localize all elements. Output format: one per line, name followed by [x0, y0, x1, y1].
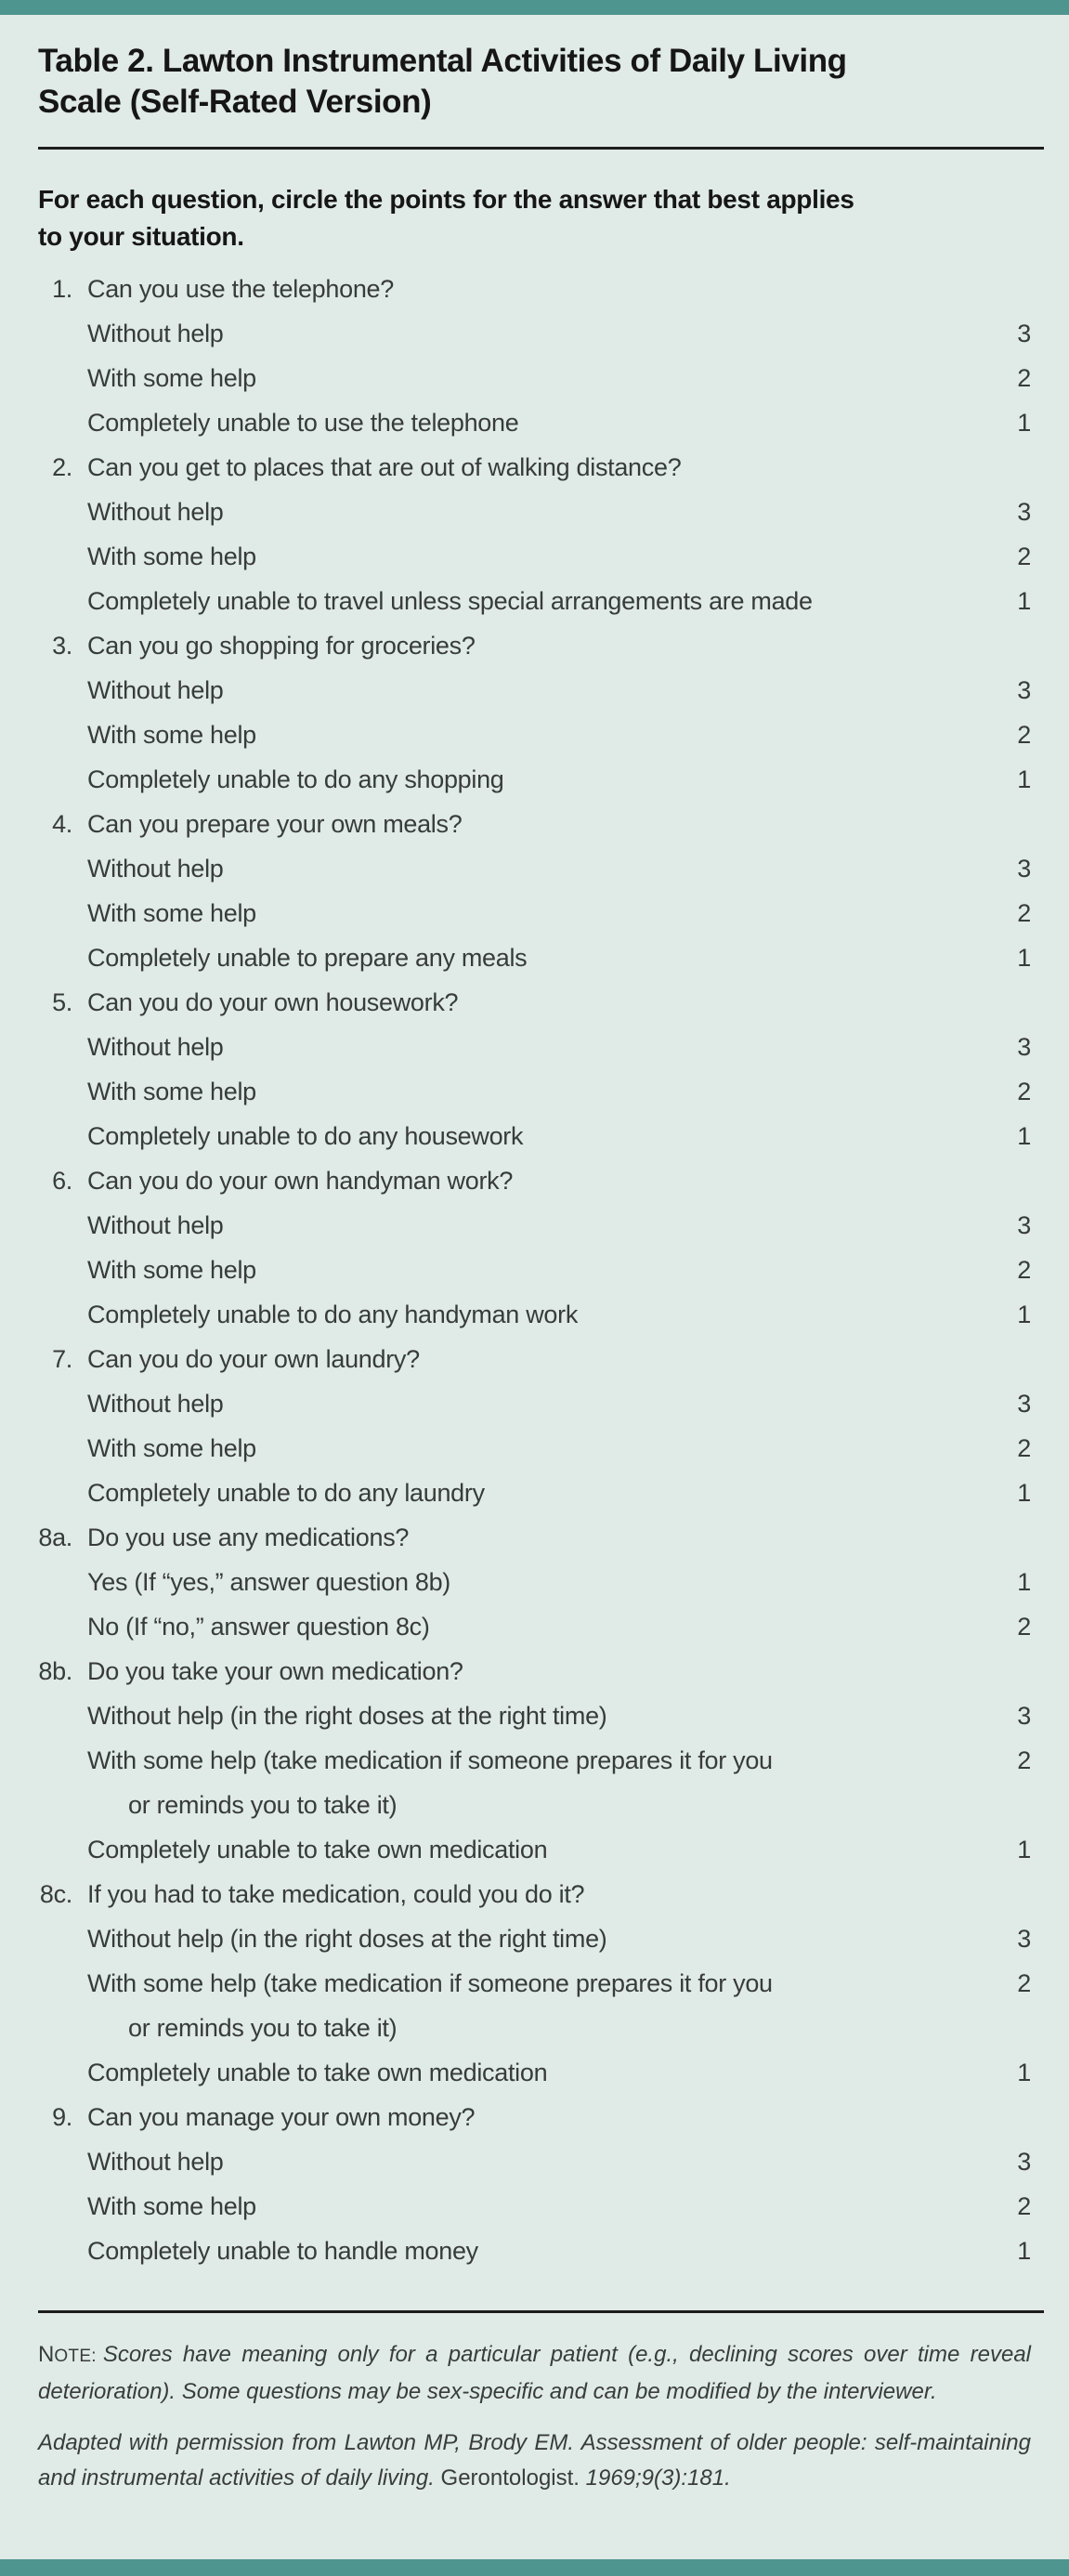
- answer-label: With some help (take medication if someone prepares it for you: [87, 1746, 773, 1774]
- answer-points: 2: [1017, 543, 1031, 570]
- question-number: 9.: [52, 2103, 72, 2131]
- instruction-line-1: For each question, circle the points for the answer that best applies: [38, 185, 854, 214]
- answer-text: [72, 2050, 990, 2095]
- answer-row: [38, 579, 1031, 623]
- answer-points: 1: [1017, 1479, 1031, 1507]
- answer-label: Completely unable to travel unless special arrangements are made: [87, 587, 813, 615]
- question-text: Can you manage your own money?: [87, 2103, 476, 2131]
- question-text: Do you take your own medication?: [87, 1657, 463, 1685]
- question-row: [38, 1649, 1031, 1693]
- answer-text: [72, 1560, 990, 1604]
- question-row: [38, 2095, 1031, 2139]
- answer-label: Without help: [87, 1033, 224, 1061]
- answer-points: 2: [1017, 1256, 1031, 1284]
- question-text: Can you go shopping for groceries?: [87, 632, 476, 660]
- answer-label-continuation: or reminds you to take it): [128, 2014, 398, 2042]
- answer-row: [38, 1738, 1031, 1827]
- question-text: Can you do your own housework?: [87, 988, 459, 1016]
- answer-row: [38, 1292, 1031, 1337]
- question-text: Can you use the telephone?: [87, 275, 394, 303]
- answer-text: [72, 579, 990, 623]
- answer-row: [38, 2139, 1031, 2184]
- question-row: [38, 623, 1031, 668]
- answer-text: [72, 1961, 990, 2050]
- answer-row: [38, 1604, 1031, 1649]
- question-number: 6.: [52, 1167, 72, 1195]
- table-title-line-2: Scale (Self-Rated Version): [38, 84, 432, 120]
- question-number: 4.: [52, 810, 72, 838]
- answer-label: With some help: [87, 2192, 256, 2220]
- top-divider-rule: [38, 147, 1044, 150]
- question-text: Can you prepare your own meals?: [87, 810, 463, 838]
- answer-text: [72, 891, 990, 935]
- answer-text: [72, 2229, 990, 2273]
- answer-points: 3: [1017, 320, 1031, 347]
- answer-points: 2: [1017, 899, 1031, 927]
- answer-label: Completely unable to do any handyman work: [87, 1301, 579, 1328]
- answer-row: [38, 2050, 1031, 2095]
- answer-points: 2: [1017, 364, 1031, 392]
- answer-label: Completely unable to handle money: [87, 2237, 478, 2265]
- answer-label: Without help: [87, 320, 224, 347]
- question-number: 1.: [52, 275, 72, 303]
- answer-text: [72, 1604, 990, 1649]
- answer-text: [72, 1025, 990, 1069]
- note-label-rest: OTE:: [54, 2347, 97, 2366]
- answer-points: 3: [1017, 2148, 1031, 2176]
- answer-text: [72, 1203, 990, 1248]
- answer-text: [72, 1381, 990, 1426]
- answer-label: Without help: [87, 2148, 224, 2176]
- answer-label: With some help: [87, 364, 256, 392]
- answer-label: Completely unable to do any housework: [87, 1122, 524, 1150]
- answer-label: Without help: [87, 676, 224, 704]
- answer-points: 1: [1017, 765, 1031, 793]
- citation-journal-name: Gerontologist.: [434, 2465, 586, 2491]
- answer-text: [72, 1738, 990, 1827]
- answer-points: 1: [1017, 1301, 1031, 1328]
- citation-text-post: 1969;9(3):181.: [585, 2465, 731, 2491]
- question-row: [38, 1337, 1031, 1381]
- answer-points: 3: [1017, 498, 1031, 526]
- question-text: Can you do your own laundry?: [87, 1345, 420, 1373]
- bottom-divider-rule: [38, 2310, 1044, 2313]
- question-row: [38, 267, 1031, 311]
- answer-points: 3: [1017, 855, 1031, 883]
- answer-row: [38, 757, 1031, 802]
- question-row: [38, 1872, 1031, 1916]
- question-text: Do you use any medications?: [87, 1523, 410, 1551]
- question-text: Can you get to places that are out of walking distance?: [87, 453, 682, 481]
- answer-row: [38, 935, 1031, 980]
- answer-label: Without help: [87, 855, 224, 883]
- question-number: 8a.: [38, 1523, 72, 1551]
- table-title: [38, 41, 1031, 123]
- answer-label-continuation: or reminds you to take it): [128, 1791, 398, 1819]
- answer-points: 2: [1017, 721, 1031, 749]
- question-text: Can you do your own handyman work?: [87, 1167, 514, 1195]
- answer-points: 2: [1017, 2192, 1031, 2220]
- top-accent-bar: [0, 0, 1069, 15]
- answer-points: 1: [1017, 1122, 1031, 1150]
- answer-points: 1: [1017, 944, 1031, 972]
- answer-label: Yes (If “yes,” answer question 8b): [87, 1568, 450, 1596]
- answer-row: [38, 356, 1031, 400]
- answer-row: [38, 534, 1031, 579]
- question-row: [38, 445, 1031, 490]
- question-row: [38, 802, 1031, 846]
- answer-row: [38, 1916, 1031, 1961]
- answer-text: [72, 1248, 990, 1292]
- answer-text: [72, 1114, 990, 1158]
- answer-label: With some help: [87, 1078, 256, 1105]
- answer-points: 3: [1017, 1925, 1031, 1953]
- answer-points: 3: [1017, 676, 1031, 704]
- question-number: 8c.: [39, 1880, 72, 1908]
- answer-points: 1: [1017, 587, 1031, 615]
- question-row: [38, 980, 1031, 1025]
- answer-points: 2: [1017, 1969, 1031, 1997]
- answer-label: Without help: [87, 498, 224, 526]
- answer-text: [72, 757, 990, 802]
- answer-text: [72, 1827, 990, 1872]
- instruction-line-2: to your situation.: [38, 222, 244, 251]
- table-content: [0, 15, 1069, 2496]
- answer-points: 1: [1017, 2059, 1031, 2086]
- answer-label: No (If “no,” answer question 8c): [87, 1613, 430, 1641]
- answer-row: [38, 1025, 1031, 1069]
- answer-label: With some help: [87, 1434, 256, 1462]
- table-title-line-1: Table 2. Lawton Instrumental Activities of Daily Living: [38, 43, 847, 79]
- question-text: If you had to take medication, could you do it?: [87, 1880, 585, 1908]
- question-list: [38, 267, 1031, 2273]
- instruction-text: [38, 181, 1031, 255]
- question-number: 3.: [52, 632, 72, 660]
- answer-label: Completely unable to use the telephone: [87, 409, 519, 437]
- answer-text: [72, 1069, 990, 1114]
- answer-row: [38, 1961, 1031, 2050]
- answer-text: [72, 2184, 990, 2229]
- answer-text: [72, 490, 990, 534]
- answer-row: [38, 1248, 1031, 1292]
- citation-paragraph: [38, 2426, 1031, 2496]
- question-number: 7.: [52, 1345, 72, 1373]
- answer-label: Without help (in the right doses at the right time): [87, 1925, 607, 1953]
- answer-points: 2: [1017, 1746, 1031, 1774]
- answer-text: [72, 1916, 990, 1961]
- answer-points: 1: [1017, 1836, 1031, 1863]
- answer-row: [38, 311, 1031, 356]
- answer-row: [38, 2229, 1031, 2273]
- answer-row: [38, 891, 1031, 935]
- answer-row: [38, 713, 1031, 757]
- answer-label: With some help: [87, 543, 256, 570]
- answer-points: 3: [1017, 1702, 1031, 1730]
- answer-text: [72, 1693, 990, 1738]
- answer-row: [38, 400, 1031, 445]
- answer-label: With some help: [87, 1256, 256, 1284]
- answer-row: [38, 490, 1031, 534]
- answer-label: Completely unable to do any laundry: [87, 1479, 485, 1507]
- answer-row: [38, 846, 1031, 891]
- answer-label: Without help (in the right doses at the right time): [87, 1702, 607, 1730]
- answer-row: [38, 1381, 1031, 1426]
- answer-text: [72, 1471, 990, 1515]
- answer-row: [38, 1114, 1031, 1158]
- answer-label: Completely unable to do any shopping: [87, 765, 504, 793]
- answer-label: With some help: [87, 721, 256, 749]
- question-number: 5.: [52, 988, 72, 1016]
- citation-text-pre: Adapted with permission from Lawton MP, Brody EM. Assessment of older people: self-maintaining and instrumental activities of daily living.: [38, 2430, 1031, 2491]
- answer-text: [72, 311, 990, 356]
- answer-row: [38, 2184, 1031, 2229]
- answer-text: [72, 356, 990, 400]
- answer-row: [38, 1560, 1031, 1604]
- answer-text: [72, 846, 990, 891]
- answer-row: [38, 1471, 1031, 1515]
- answer-text: [72, 1292, 990, 1337]
- answer-label: With some help: [87, 899, 256, 927]
- answer-label: Completely unable to prepare any meals: [87, 944, 528, 972]
- question-row: [38, 1515, 1031, 1560]
- answer-row: [38, 1069, 1031, 1114]
- answer-label: Without help: [87, 1390, 224, 1418]
- answer-points: 1: [1017, 1568, 1031, 1596]
- answer-text: [72, 400, 990, 445]
- note-paragraph: [38, 2337, 1031, 2410]
- answer-text: [72, 935, 990, 980]
- question-number: 8b.: [38, 1657, 72, 1685]
- question-number: 2.: [52, 453, 72, 481]
- note-text: Scores have meaning only for a particular patient (e.g., declining scores over time reveal deterioration). Some questions may be sex-specific and can be modified by the interviewer.: [38, 2342, 1031, 2404]
- answer-row: [38, 1827, 1031, 1872]
- answer-points: 2: [1017, 1434, 1031, 1462]
- note-label-initial: N: [38, 2342, 55, 2367]
- answer-text: [72, 668, 990, 713]
- answer-label: With some help (take medication if someone prepares it for you: [87, 1969, 773, 1997]
- answer-points: 3: [1017, 1211, 1031, 1239]
- answer-label: Completely unable to take own medication: [87, 1836, 548, 1863]
- answer-row: [38, 668, 1031, 713]
- answer-text: [72, 2139, 990, 2184]
- answer-points: 3: [1017, 1390, 1031, 1418]
- answer-points: 2: [1017, 1078, 1031, 1105]
- question-row: [38, 1158, 1031, 1203]
- bottom-accent-bar: [0, 2559, 1069, 2576]
- answer-label: Completely unable to take own medication: [87, 2059, 548, 2086]
- note-label: [38, 2342, 97, 2367]
- answer-row: [38, 1426, 1031, 1471]
- answer-text: [72, 713, 990, 757]
- answer-points: 1: [1017, 409, 1031, 437]
- answer-text: [72, 534, 990, 579]
- answer-text: [72, 1426, 990, 1471]
- answer-row: [38, 1203, 1031, 1248]
- answer-points: 1: [1017, 2237, 1031, 2265]
- answer-points: 3: [1017, 1033, 1031, 1061]
- answer-row: [38, 1693, 1031, 1738]
- answer-label: Without help: [87, 1211, 224, 1239]
- answer-points: 2: [1017, 1613, 1031, 1641]
